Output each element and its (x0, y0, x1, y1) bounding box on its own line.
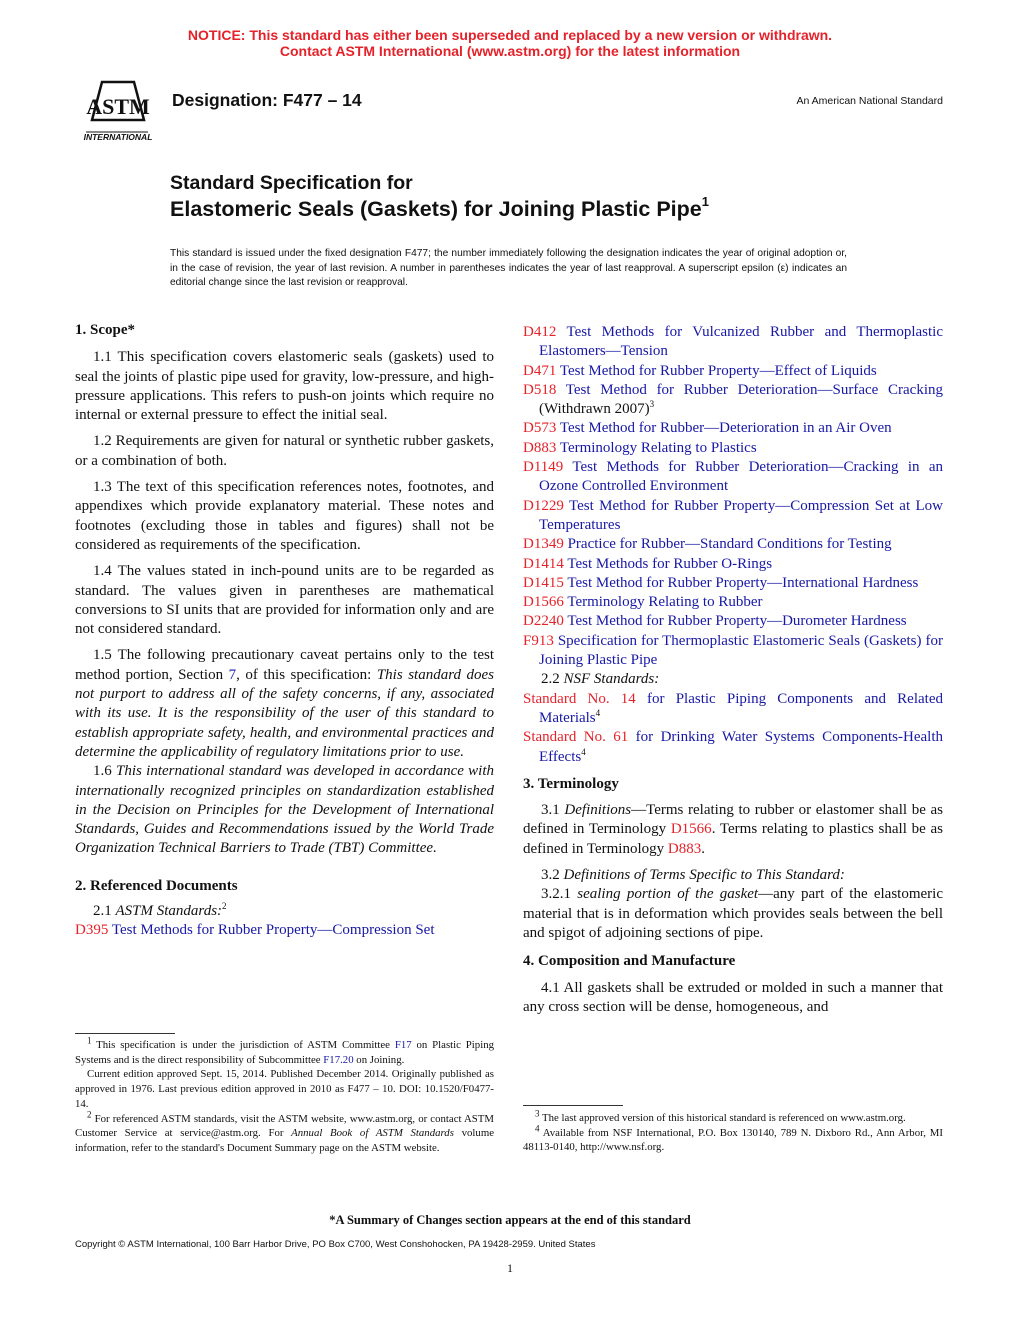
ref-d1566[interactable]: D1566 Terminology Relating to Rubber (523, 594, 763, 611)
composition-4-1: 4.1 All gaskets shall be extruded or molded in such a manner that any cross section will be dense, homogeneous, and (523, 979, 943, 1015)
footnote-rule (75, 1033, 175, 1034)
footnotes-left (75, 1033, 494, 1156)
ref-f913[interactable]: F913 Specification for Thermoplastic Elastomeric Seals (Gaskets) for Joining Plastic Pipe (523, 632, 943, 669)
notice-line-2: Contact ASTM International (www.astm.org) for the latest information (279, 43, 741, 59)
section-7-link[interactable]: 7 (228, 666, 237, 683)
summary-of-changes-note: *A Summary of Changes section appears at the end of this standard (329, 1213, 691, 1227)
composition-heading: 4. Composition and Manufacture (523, 953, 736, 970)
right-column (523, 323, 943, 1017)
scope-1-2: 1.2 Requirements are given for natural or synthetic rubber gaskets, or a combination of both. (75, 433, 494, 469)
ref-d2240[interactable]: D2240 Test Method for Rubber Property—Durometer Hardness (523, 613, 907, 630)
designation: Designation: F477 – 14 (172, 90, 362, 110)
scope-1-6: 1.6 This international standard was developed in accordance with internationally recognized principles on standardization established in the Decision on Principles for the Development of International Standards, Guides and Recommendations issued by the World Trade Organization Technical Barriers to Trade (TBT) Committee. (75, 763, 494, 857)
d1566-link[interactable]: D1566 (670, 821, 712, 838)
copyright: Copyright © ASTM International, 100 Barr Harbor Drive, PO Box C700, West Conshohocken, PA 19428-2959. United States (75, 1239, 596, 1250)
ref-nsf-14[interactable]: Standard No. 14 for Plastic Piping Components and Related Materials$^4$ (523, 690, 943, 726)
ref-d395[interactable]: D395 Test Methods for Rubber Property—Compression Set (75, 922, 435, 939)
nsf-standards-label: 2.2 NSF Standards: (541, 671, 660, 688)
scope-1-3: 1.3 The text of this specification references notes, footnotes, and appendixes which provide explanatory material. These notes and footnotes (excluding those in tables and figures) shall not be considered as requirements of the specification. (75, 479, 494, 553)
footnotes-right (523, 1105, 943, 1155)
title-line-1: Standard Specification for (170, 172, 413, 194)
refdocs-heading: 2. Referenced Documents (75, 877, 238, 894)
scope-1-1: 1.1 This specification covers elastomeric seals (gaskets) used to seal the joints of plastic pipe used for gravity, low-pressure, and high-pressure applications. This refers to push-on joints which require no internal or external pressure to effect the initial seal. (75, 349, 494, 424)
left-column (75, 321, 494, 941)
terminology-3-2: 3.2 Definitions of Terms Specific to This Standard: (541, 867, 845, 884)
notice-line-1: NOTICE: This standard has either been superseded and replaced by a new version or withdrawn. (187, 27, 833, 43)
american-national-standard: An American National Standard (796, 95, 943, 107)
f17-link[interactable]: F17 (394, 1039, 412, 1051)
svg-text:ASTM: ASTM (86, 94, 150, 119)
scope-1-4: 1.4 The values stated in inch-pound units are to be regarded as standard. The values given in parentheses are mathematical conversions to SI units that are provided for information only and are not considered standard. (75, 563, 494, 638)
ref-d573[interactable]: D573 Test Method for Rubber—Deterioration in an Air Oven (523, 420, 892, 437)
footnote-1-edition: Current edition approved Sept. 15, 2014. Published December 2014. Originally published as approved in 1976. Last previous edition approved in 2010 as F477 – 10. DOI: 10.1520/F0477-14. (75, 1068, 494, 1110)
ref-d518[interactable]: D518 Test Method for Rubber Deterioration—Surface Cracking (Withdrawn 2007)$^3$ (523, 381, 944, 418)
scope-1-5: 1.5 The following precautionary caveat pertains only to the test method portion, Section 7, of this specification: This standard does not purport to address all of the safety concerns, if any, associated with its use. It is the responsibility of the user of this standard to establish appropriate safety, health, and environmental practices and determine the applicability of regulatory limitations prior to use. (75, 647, 494, 760)
astm-standards-label: 2.1 ASTM Standards:$^2$ (93, 901, 227, 920)
ref-d412[interactable]: D412 Test Methods for Vulcanized Rubber and Thermoplastic Elastomers—Tension (523, 324, 943, 360)
intro-note: This standard is issued under the fixed designation F477; the number immediately following the designation indicates the year of original adoption or, in the case of revision, the year of last revision. A number in parentheses indicates the year of last reapproval. A superscript epsilon (ε) indicates an editorial change since the last revision or reapproval. (170, 248, 847, 288)
ref-d471[interactable]: D471 Test Method for Rubber Property—Effect of Liquids (523, 362, 877, 379)
ref-d1415[interactable]: D1415 Test Method for Rubber Property—International Hardness (523, 574, 919, 591)
title-footnote-mark: 1 (701, 193, 709, 209)
footnote-4: $^4$ Available from NSF International, P.O. Box 130140, 789 N. Dixboro Rd., Ann Arbor, MI 48113-0140, http://www.nsf.org. (523, 1123, 943, 1154)
page-number: 1 (507, 1261, 513, 1275)
footnote-rule (523, 1105, 623, 1106)
ref-d883[interactable]: D883 Terminology Relating to Plastics (523, 439, 757, 456)
ref-d1149[interactable]: D1149 Test Methods for Rubber Deterioration—Cracking in an Ozone Controlled Environment (523, 459, 943, 495)
footnote-3: $^3$ The last approved version of this historical standard is referenced on www.astm.org. (535, 1108, 906, 1124)
ref-d1414[interactable]: D1414 Test Methods for Rubber O-Rings (523, 555, 773, 572)
ref-nsf-61[interactable]: Standard No. 61 for Drinking Water Systems Components-Health Effects$^4$ (523, 729, 943, 765)
footnote-2: $^2$ For referenced ASTM standards, visit the ASTM website, www.astm.org, or contact ASTM Customer Service at service@astm.org. For Annual Book of ASTM Standards volume information, refer to the standard's Document Summary page on the ASTM website. (75, 1108, 495, 1154)
ref-d1349[interactable]: D1349 Practice for Rubber—Standard Conditions for Testing (523, 536, 892, 553)
f17-20-link[interactable]: F17.20 (323, 1053, 354, 1066)
footnote-1: $^1$ This specification is under the jurisdiction of ASTM Committee F17 on Plastic Piping Systems and is the direct responsibility of Subcommittee F17.20 on Joining. (75, 1035, 494, 1066)
terminology-3-2-1: 3.2.1 sealing portion of the gasket—any part of the elastomeric material that is in deformation which provides seals between the bell and spigot of adjoining sections of pipe. (523, 886, 943, 941)
title-line-2: Elastomeric Seals (Gaskets) for Joining Plastic Pipe$^1$ (170, 193, 709, 221)
astm-logo (72, 74, 162, 144)
ref-d1229[interactable]: D1229 Test Method for Rubber Property—Compression Set at Low Temperatures (523, 497, 943, 533)
terminology-heading: 3. Terminology (523, 775, 619, 792)
d883-link[interactable]: D883 (667, 840, 702, 857)
terminology-3-1: 3.1 Definitions—Terms relating to rubber or elastomer shall be as defined in Terminology D1566. Terms relating to plastics shall be as defined in Terminology D883. (523, 802, 944, 857)
scope-heading: 1. Scope* (75, 322, 135, 338)
svg-text:INTERNATIONAL: INTERNATIONAL (83, 132, 153, 142)
